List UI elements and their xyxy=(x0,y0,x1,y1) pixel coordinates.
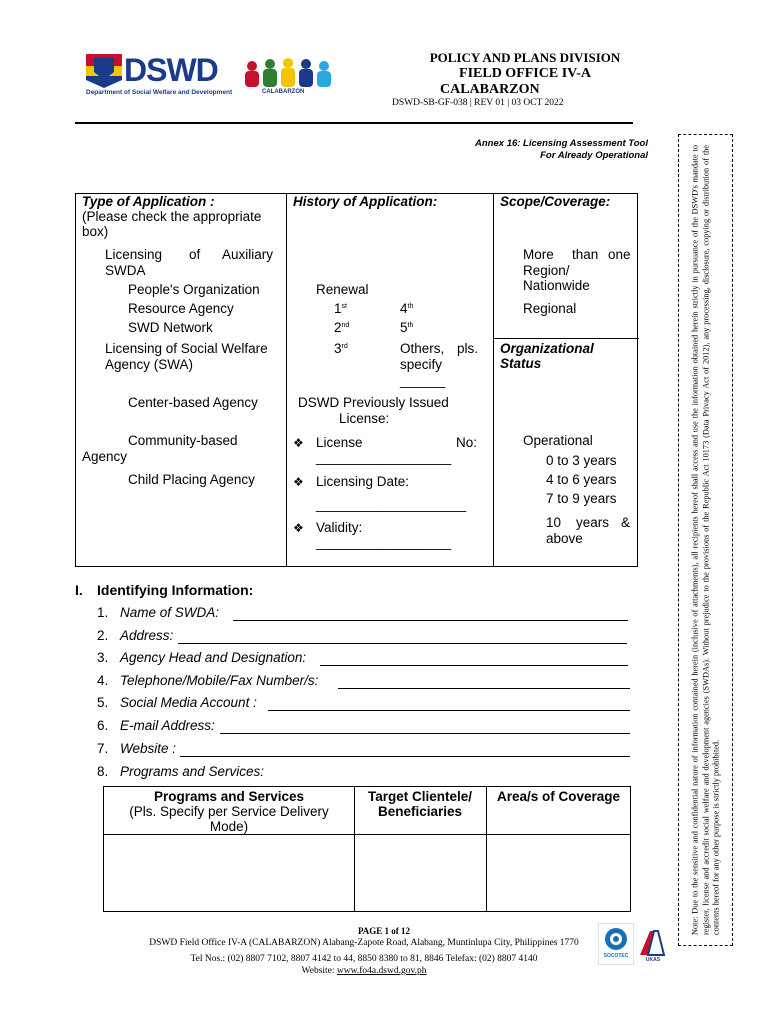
calabarzon-logo-text: CALABARZON xyxy=(262,89,305,95)
field-number: 2. xyxy=(97,628,109,643)
column-header-text: Target Clientele/ xyxy=(367,789,473,804)
bullet-icon: ❖ xyxy=(293,475,304,489)
option-1st: 1st xyxy=(334,301,347,316)
option-child-placing: Child Placing Agency xyxy=(128,472,255,487)
license-no-blank[interactable]: __________________ xyxy=(316,450,452,465)
licensing-date-blank[interactable]: ____________________ xyxy=(316,497,467,512)
area-coverage-column-header xyxy=(486,787,631,804)
telephone-label: Telephone/Mobile/Fax Number/s: xyxy=(120,673,319,688)
social-media-label: Social Media Account : xyxy=(120,695,257,710)
others-specify-blank[interactable]: ______ xyxy=(400,373,446,388)
telephone-input[interactable] xyxy=(338,688,630,689)
page-number: PAGE 1 of 12 xyxy=(357,926,411,936)
footer-telephone: Tel Nos.: (02) 8807 7102, 8807 4142 to 44, 8850 8380 to 81, 8846 Telefax: (02) 8807 4140 xyxy=(190,954,538,964)
field-number: 1. xyxy=(97,605,109,620)
footer-address: DSWD Field Office IV-A (CALABARZON) Alabang-Zapote Road, Alabang, Muntinlupa City, Philippines 1770 xyxy=(149,938,579,948)
form-code: DSWD-SB-GF-038 | REV 01 | 03 OCT 2022 xyxy=(392,98,564,108)
ukas-certification-logo xyxy=(636,925,670,965)
website-label: Website: xyxy=(301,966,335,976)
option-more-than-one-region: Nationwide xyxy=(523,278,590,293)
agency-head-label: Agency Head and Designation: xyxy=(120,650,307,665)
option-others: pls. xyxy=(457,341,479,356)
org-status-heading: Organizational xyxy=(500,341,594,356)
option-renewal: Renewal xyxy=(316,282,369,297)
confidentiality-notice xyxy=(678,134,733,946)
validity-blank[interactable]: __________________ xyxy=(316,535,452,550)
column-header-text: Beneficiaries xyxy=(377,804,463,819)
name-of-swda-label: Name of SWDA: xyxy=(120,605,220,620)
scope-heading: Scope/Coverage: xyxy=(500,194,611,209)
option-10-years: above xyxy=(546,531,583,546)
table-divider xyxy=(286,194,287,566)
option-auxiliary-swda: SWDA xyxy=(105,263,146,278)
field-number: 4. xyxy=(97,673,109,688)
programs-column-header xyxy=(104,787,354,834)
section-title: Identifying Information: xyxy=(97,582,254,598)
ukas-text: UKAS xyxy=(645,957,661,963)
dswd-logo xyxy=(86,54,122,88)
header-divider xyxy=(75,122,633,124)
option-swa: Agency (SWA) xyxy=(105,357,194,372)
application-table xyxy=(75,193,638,567)
option-peoples-organization: People's Organization xyxy=(128,282,260,297)
option-more-than-one-region: one xyxy=(608,247,631,262)
table-divider xyxy=(493,194,494,566)
option-auxiliary-swda: Licensing xyxy=(105,247,163,262)
option-center-based: Center-based Agency xyxy=(128,395,258,410)
annex-line-2: For Already Operational xyxy=(540,150,648,161)
option-resource-agency: Resource Agency xyxy=(128,301,234,316)
email-input[interactable] xyxy=(220,733,630,734)
agency-head-input[interactable] xyxy=(320,665,628,666)
option-2nd: 2nd xyxy=(334,320,350,335)
option-10-years: & xyxy=(621,515,631,530)
social-media-input[interactable] xyxy=(268,710,630,711)
website-input[interactable] xyxy=(180,756,630,757)
previous-license-label: DSWD Previously Issued xyxy=(298,395,449,410)
field-number: 6. xyxy=(97,718,109,733)
area-coverage-cell[interactable] xyxy=(487,835,630,911)
name-of-swda-input[interactable] xyxy=(233,620,628,621)
field-number: 8. xyxy=(97,764,109,779)
option-0-3-years: 0 to 3 years xyxy=(546,453,617,468)
option-4-6-years: 4 to 6 years xyxy=(546,472,617,487)
option-3rd: 3rd xyxy=(334,341,348,356)
option-swa: Licensing of Social Welfare xyxy=(105,341,268,356)
field-number: 7. xyxy=(97,741,109,756)
division-name: POLICY AND PLANS DIVISION xyxy=(429,50,621,65)
confidentiality-notice-text: Note: Due to the sensitive and confidential nature of information contained herein (inclusive of attachments), all recipients hereof shall access and use the information obtained herein strictly in pursuance of the DSWD's mandate to register, license and accredit social welfare and development agencies (SWDAs). Without prejudice to the provisions of the Republic Act 10173 (Data Privacy Act of 2012), any processing, disclosure, copying or distribution of the contents hereof for any other purpose is strictly prohibited. xyxy=(689,145,720,935)
option-more-than-one-region: More xyxy=(523,247,554,262)
target-clientele-column-header xyxy=(354,787,486,819)
address-input[interactable] xyxy=(178,643,627,644)
option-swd-network: SWD Network xyxy=(128,320,213,335)
office-region: CALABARZON xyxy=(440,82,540,97)
history-heading: History of Application: xyxy=(293,194,438,209)
column-header-text: (Pls. Specify per Service Delivery xyxy=(129,804,329,819)
table-divider xyxy=(493,338,639,339)
field-number: 5. xyxy=(97,695,109,710)
annex-title xyxy=(475,138,648,162)
programs-label: Programs and Services: xyxy=(120,764,265,779)
annex-line-1: Annex 16: Licensing Assessment Tool xyxy=(475,138,648,149)
footer-website xyxy=(0,966,748,976)
option-more-than-one-region: Region/ xyxy=(523,263,570,278)
option-auxiliary-swda: Auxiliary xyxy=(222,247,274,262)
programs-table xyxy=(103,786,631,912)
column-header-text: Programs and Services xyxy=(153,789,305,804)
dswd-logo-subtitle: Department of Social Welfare and Development xyxy=(86,89,233,96)
option-regional: Regional xyxy=(523,301,577,316)
option-community-based: Agency xyxy=(82,449,128,464)
field-number: 3. xyxy=(97,650,109,665)
option-10-years: years xyxy=(576,515,610,530)
option-auxiliary-swda: of xyxy=(189,247,201,262)
column-header-text: Area/s of Coverage xyxy=(496,789,621,804)
website-label: Website : xyxy=(120,741,177,756)
bullet-icon: ❖ xyxy=(293,521,304,535)
previous-license-label: License: xyxy=(339,411,390,426)
website-link[interactable]: www.fo4a.dswd.gov.ph xyxy=(336,966,427,976)
option-5th: 5th xyxy=(400,320,414,335)
email-label: E-mail Address: xyxy=(120,718,215,733)
org-status-heading: Status xyxy=(500,356,542,371)
license-no-label: No: xyxy=(456,435,478,450)
programs-cell[interactable] xyxy=(105,835,353,911)
option-4th: 4th xyxy=(400,301,414,316)
dswd-logo-text: DSWD xyxy=(124,52,218,88)
target-clientele-cell[interactable] xyxy=(355,835,485,911)
option-more-than-one-region: than xyxy=(572,247,599,262)
option-others: specify xyxy=(400,357,443,372)
type-of-application-heading: Type of Application : xyxy=(82,194,215,209)
address-label: Address: xyxy=(120,628,174,643)
license-no-label: License xyxy=(316,435,363,450)
option-others: Others, xyxy=(400,341,445,356)
type-instruction: (Please check the appropriate xyxy=(82,209,262,224)
bullet-icon: ❖ xyxy=(293,436,304,450)
licensing-date-label: Licensing Date: xyxy=(316,474,410,489)
option-7-9-years: 7 to 9 years xyxy=(546,491,617,506)
option-10-years: 10 xyxy=(546,515,562,530)
section-numeral: I. xyxy=(75,582,83,598)
option-operational: Operational xyxy=(523,433,593,448)
column-header-text: Mode) xyxy=(209,819,249,834)
office-name: FIELD OFFICE IV-A xyxy=(459,66,591,81)
option-community-based: Community-based xyxy=(128,433,238,448)
socotec-certification-logo xyxy=(598,923,634,965)
socotec-text: SOCOTEC xyxy=(603,953,629,959)
type-instruction: box) xyxy=(82,224,109,239)
validity-label: Validity: xyxy=(316,520,363,535)
